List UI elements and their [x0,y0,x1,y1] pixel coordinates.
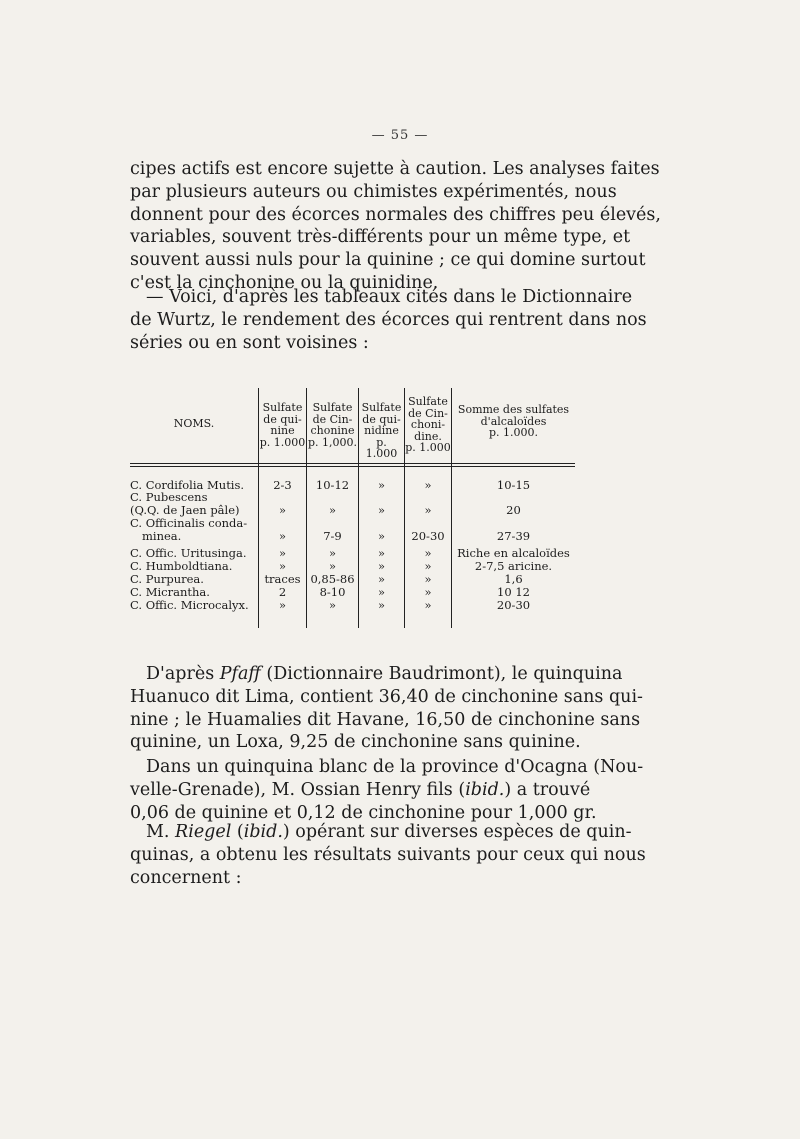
row-name: C. Humboldtiana. [130,559,233,573]
text-line: D'après Pfaff (Dictionnaire Baudrimont), le quinquina [146,664,623,684]
row-name: C. Officinalis conda- [130,516,248,530]
table-row: C. Cordifolia Mutis. 2-3 10-12 » » 10-15 [130,478,531,492]
text-line: concernent : [130,867,242,888]
paragraph-intro [130,158,661,295]
text-line: — Voici, d'après les tableaux cités dans le Dictionnaire [146,287,633,307]
row-name: minea. [142,529,182,543]
text-line: M. Riegel (ibid.) opérant sur diverses espèces de quin- [146,822,632,842]
text-line: velle-Grenade), M. Ossian Henry fils (ibid.) a trouvé [130,779,591,800]
text-line: Huanuco dit Lima, contient 36,40 de cinchonine sans qui- [130,686,643,707]
paragraph-pfaff [130,663,643,754]
text-line: séries ou en sont voisines : [130,332,369,353]
paragraph-ocagna [130,756,644,824]
table-row: C. Offic. Microcalyx. » » » » 20-30 [130,598,531,612]
text-line: souvent aussi nuls pour la quinine ; ce qui domine surtout [130,250,646,271]
paragraph-riegel [130,821,646,889]
row-name: (Q.Q. de Jaen pâle) [130,503,240,517]
header-quinine: Sulfate de qui- nine p. 1.000 [259,401,306,449]
text-line: de Wurtz, le rendement des écorces qui rentrent dans nos [130,309,647,330]
text-line: 0,06 de quinine et 0,12 de cinchonine pour 1,000 gr. [130,802,597,823]
row-name: C. Offic. Microcalyx. [130,598,249,612]
alkaloid-table [130,388,575,628]
text-line: Dans un quinquina blanc de la province d'Ocagna (Nou- [146,757,644,777]
header-noms: NOMS. [173,417,215,430]
row-name: C. Micrantha. [130,585,210,599]
table-row: minea. » 7-9 » 20-30 27-39 [142,529,531,543]
header-rule [130,463,575,464]
text-line: par plusieurs auteurs ou chimistes expérimentés, nous [130,181,617,202]
text-line: quinas, a obtenu les résultats suivants pour ceux qui nous [130,844,646,865]
table-row: C. Offic. Uritusinga. » » » » Riche en alcaloïdes [130,546,570,560]
row-name: C. Pubescens [130,490,208,504]
table-row: (Q.Q. de Jaen pâle) » » » » 20 [130,503,521,517]
text-line: c'est la cinchonine ou la quinidine. [130,272,439,293]
page-number: — 55 — [371,128,429,143]
text-line: nine ; le Huamalies dit Havane, 16,50 de cinchonine sans [130,709,641,730]
row-name: C. Offic. Uritusinga. [130,546,247,560]
table-row: C. Humboldtiana. » » » » 2-7,5 aricine. [130,559,553,573]
row-name: C. Cordifolia Mutis. [130,478,245,492]
row-name: C. Purpurea. [130,572,204,586]
table-row: C. Purpurea. traces 0,85-86 » » 1,6 [130,572,523,586]
header-cinchonidine: Sulfate de Cin- choni- dine. p. 1.000 [405,395,451,454]
header-somme: Somme des sulfates d'alcaloïdes p. 1.000. [457,403,570,439]
table-row: C. Micrantha. 2 8-10 » » 10 12 [130,585,530,599]
text-line: variables, souvent très-différents pour un même type, et [130,227,631,248]
text-line: donnent pour des écorces normales des chiffres peu élevés, [130,204,661,225]
header-cinchonine: Sulfate de Cin- chonine p. 1,000. [307,401,358,449]
text-line: cipes actifs est encore sujette à caution. Les analyses faites [130,159,660,179]
header-quinidine: Sulfate de qui- nidine p. 1.000 [361,401,402,460]
paragraph-wurtz [130,286,647,354]
text-line: quinine, un Loxa, 9,25 de cinchonine sans quinine. [130,732,581,753]
header-rule [130,466,575,467]
